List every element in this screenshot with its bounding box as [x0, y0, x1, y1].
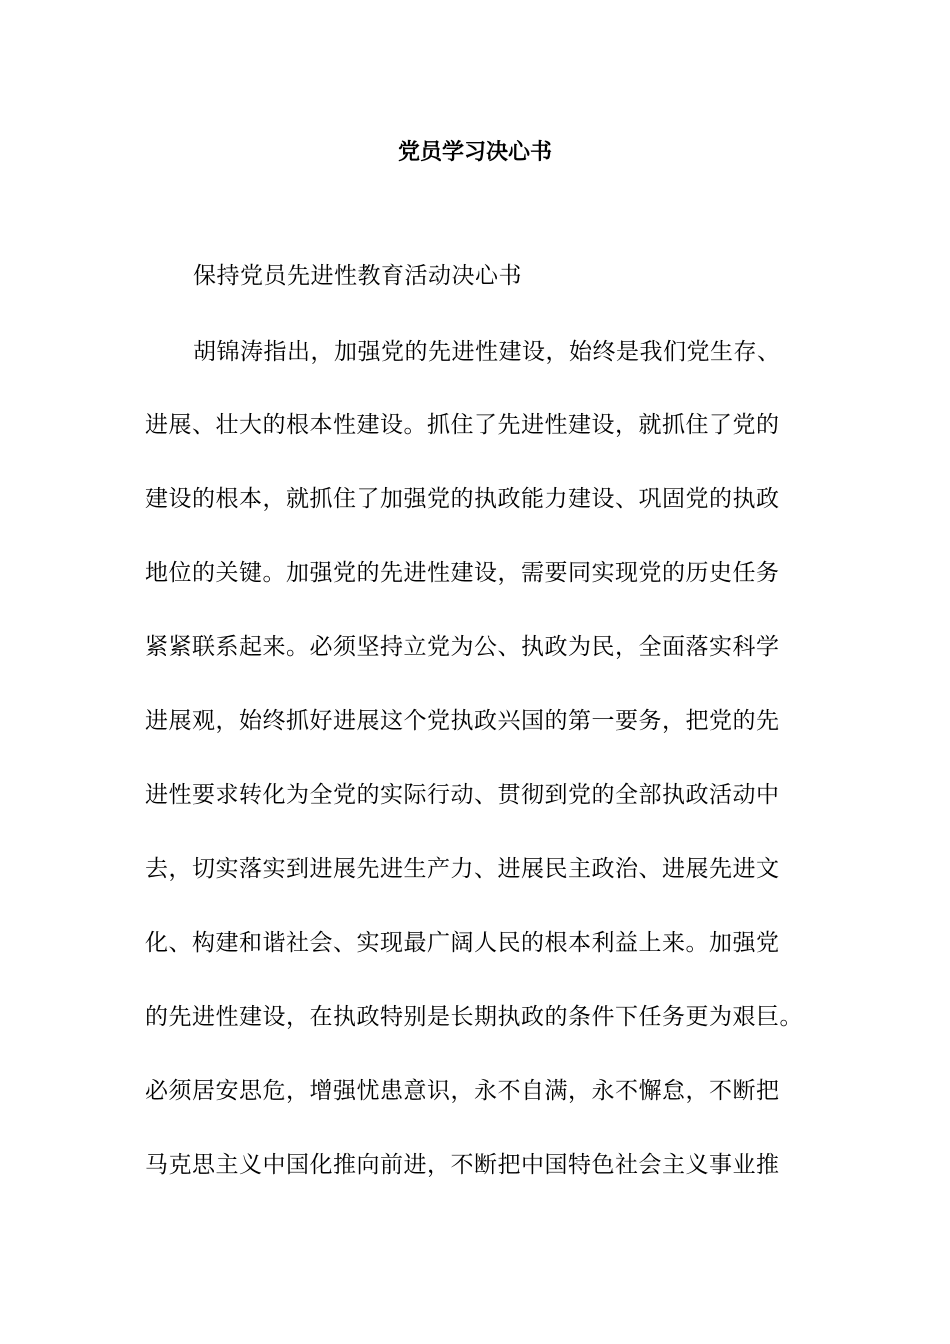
body-line: 地位的关键。加强党的先进性建设，需要同实现党的历史任务: [145, 560, 780, 586]
body-line: 胡锦涛指出，加强党的先进性建设，始终是我们党生存、: [193, 339, 781, 365]
body-line: 建设的根本，就抓住了加强党的执政能力建设、巩固党的执政: [145, 486, 780, 512]
body-line: 进展观，始终抓好进展这个党执政兴国的第一要务，把党的先: [145, 708, 780, 734]
body-line: 紧紧联系起来。必须坚持立党为公、执政为民，全面落实科学: [145, 634, 780, 660]
body-line: 进展、壮大的根本性建设。抓住了先进性建设，就抓住了党的: [145, 412, 780, 438]
body-line: 马克思主义中国化推向前进，不断把中国特色社会主义事业推: [145, 1152, 780, 1178]
document-title: 党员学习决心书: [397, 139, 552, 165]
document-subtitle: 保持党员先进性教育活动决心书: [193, 263, 522, 289]
body-line: 化、构建和谐社会、实现最广阔人民的根本利益上来。加强党: [145, 930, 780, 956]
body-line: 的先进性建设，在执政特别是长期执政的条件下任务更为艰巨。: [145, 1004, 803, 1030]
body-line: 去，切实落实到进展先进生产力、进展民主政治、进展先进文: [145, 856, 780, 882]
body-line: 进性要求转化为全党的实际行动、贯彻到党的全部执政活动中: [145, 782, 780, 808]
body-line: 必须居安思危，增强忧患意识，永不自满，永不懈怠，不断把: [145, 1078, 780, 1104]
